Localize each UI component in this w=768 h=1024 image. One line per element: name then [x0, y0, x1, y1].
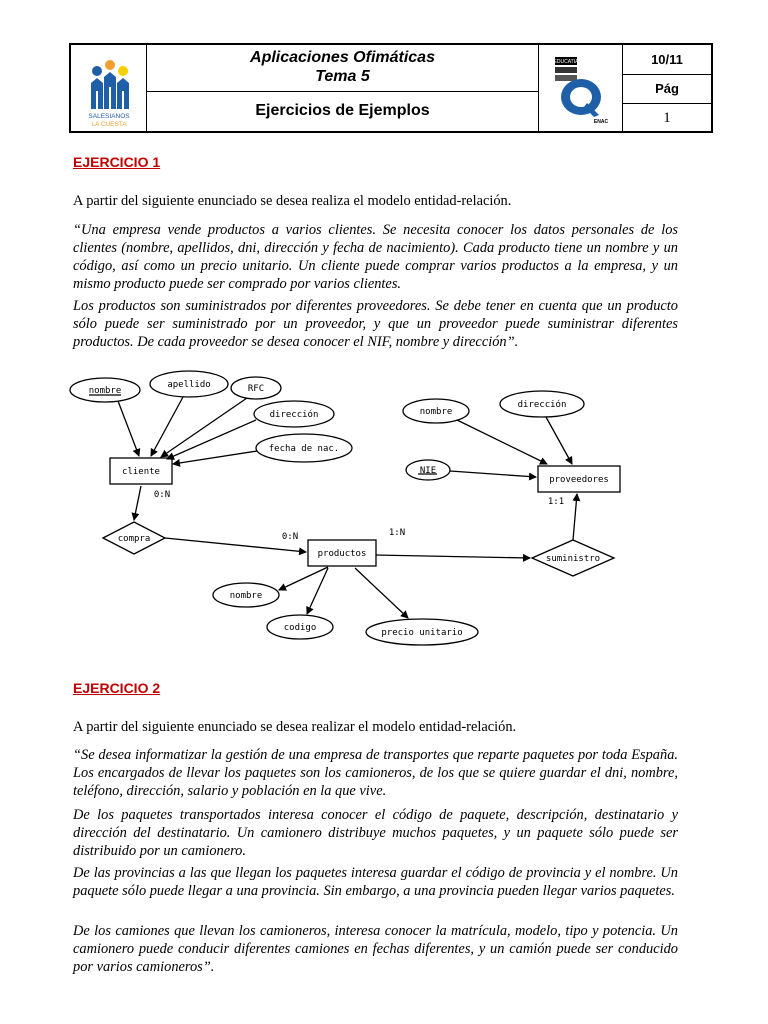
label-nombre-prov: nombre	[419, 407, 453, 417]
card-suministro: 1:N	[388, 528, 406, 538]
logo-text-2: LA CUESTA	[91, 121, 127, 128]
label-fecha-nac: fecha de nac.	[268, 444, 340, 454]
cert-label: EDUCATIA	[553, 59, 579, 65]
exercise-2-intro: A partir del siguiente enunciado se desea realizar el modelo entidad-relación.	[73, 719, 517, 735]
exercise-1-statement-2: Los productos son suministrados por diferentes proveedores. Se debe tener en cuenta que un producto sólo puede ser suministrado por un proveedor, y que un proveedor puede suministrar diferentes productos. De cada proveedor se desea conocer el NIF, nombre y dirección”.	[73, 298, 678, 350]
exercise-2-statement-1: “Se desea informatizar la gestión de una empresa de transportes que reparte paquetes por toda España. Los encargados de llevar los paquetes son los camioneros, de los que se quiere guardar el dni, nombre, teléfono, dirección, salario y población en la que vive.	[73, 747, 678, 799]
label-rel-compra: compra	[117, 534, 151, 544]
document-subtitle: Ejercicios de Ejemplos	[255, 102, 430, 119]
cert-footer: ENAC	[593, 119, 609, 125]
page-number: 1	[663, 110, 671, 126]
label-apellido: apellido	[167, 380, 211, 390]
label-precio-unitario: precio unitario	[381, 628, 463, 638]
label-direccion-prov: dirección	[517, 400, 567, 410]
salesianos-logo	[71, 45, 147, 131]
course-year: 10/11	[623, 45, 711, 75]
exercise-2-statement-4: De los camiones que llevan los camioneros, interesa conocer la matrícula, modelo, tipo y potencia. Un camionero puede conducir diferentes camiones en fechas diferentes, y un camión puede ser conducido por varios camioneros”.	[73, 923, 678, 975]
certification-cell	[539, 45, 623, 131]
exercise-2-statement-2: De los paquetes transportados interesa conocer el código de paquete, descripción, destinatario y dirección del destinatario. Un camionero distribuye muchos paquetes, y un paquete sólo puede ser distribuido por un camionero.	[73, 807, 678, 859]
document-title: Aplicaciones Ofimáticas	[250, 49, 435, 66]
er-diagram	[60, 358, 700, 658]
label-entity-proveedores: proveedores	[549, 475, 609, 485]
document-header	[69, 43, 713, 133]
label-nie: NIE	[419, 466, 437, 476]
logo-cell	[71, 45, 147, 131]
page-label: Pág	[623, 74, 711, 104]
exercise-1-heading: EJERCICIO 1	[73, 154, 161, 170]
label-rel-suministro: suministro	[545, 554, 601, 564]
label-entity-productos: productos	[317, 549, 367, 559]
label-nombre-prod: nombre	[229, 591, 263, 601]
label-direccion-cliente: dirección	[269, 410, 319, 420]
card-proveedores: 1:1	[547, 497, 565, 507]
label-entity-cliente: cliente	[122, 467, 160, 477]
card-productos: 0:N	[281, 532, 299, 542]
exercise-1-statement-1: “Una empresa vende productos a varios clientes. Se necesita conocer los datos personales de los clientes (nombre, apellidos, dni, dirección y fecha de nacimiento). Cada producto tiene un nombre y un código, así como un precio unitario. Un cliente puede comprar varios productos a la empresa, y un mismo producto puede ser comprado por varios clientes.	[73, 222, 678, 292]
card-cliente: 0:N	[153, 490, 171, 500]
label-rfc: RFC	[247, 384, 265, 394]
exercise-2-heading: EJERCICIO 2	[73, 680, 161, 696]
label-codigo: codigo	[283, 623, 317, 633]
label-nombre-cliente: nombre	[88, 386, 122, 396]
document-topic: Tema 5	[315, 68, 370, 85]
title-cell	[147, 45, 539, 131]
page-info-cell	[623, 45, 711, 131]
certification-seal-icon	[539, 45, 623, 131]
logo-text-1: SALESIANOS	[88, 113, 130, 120]
exercise-1-intro: A partir del siguiente enunciado se desea realiza el modelo entidad-relación.	[73, 193, 512, 209]
exercise-2-statement-3: De las provincias a las que llegan los paquetes interesa guardar el código de provincia y el nombre. Un paquete sólo puede llegar a una provincia. Sin embargo, a una provincia pueden llegar varios paquetes.	[73, 865, 678, 899]
